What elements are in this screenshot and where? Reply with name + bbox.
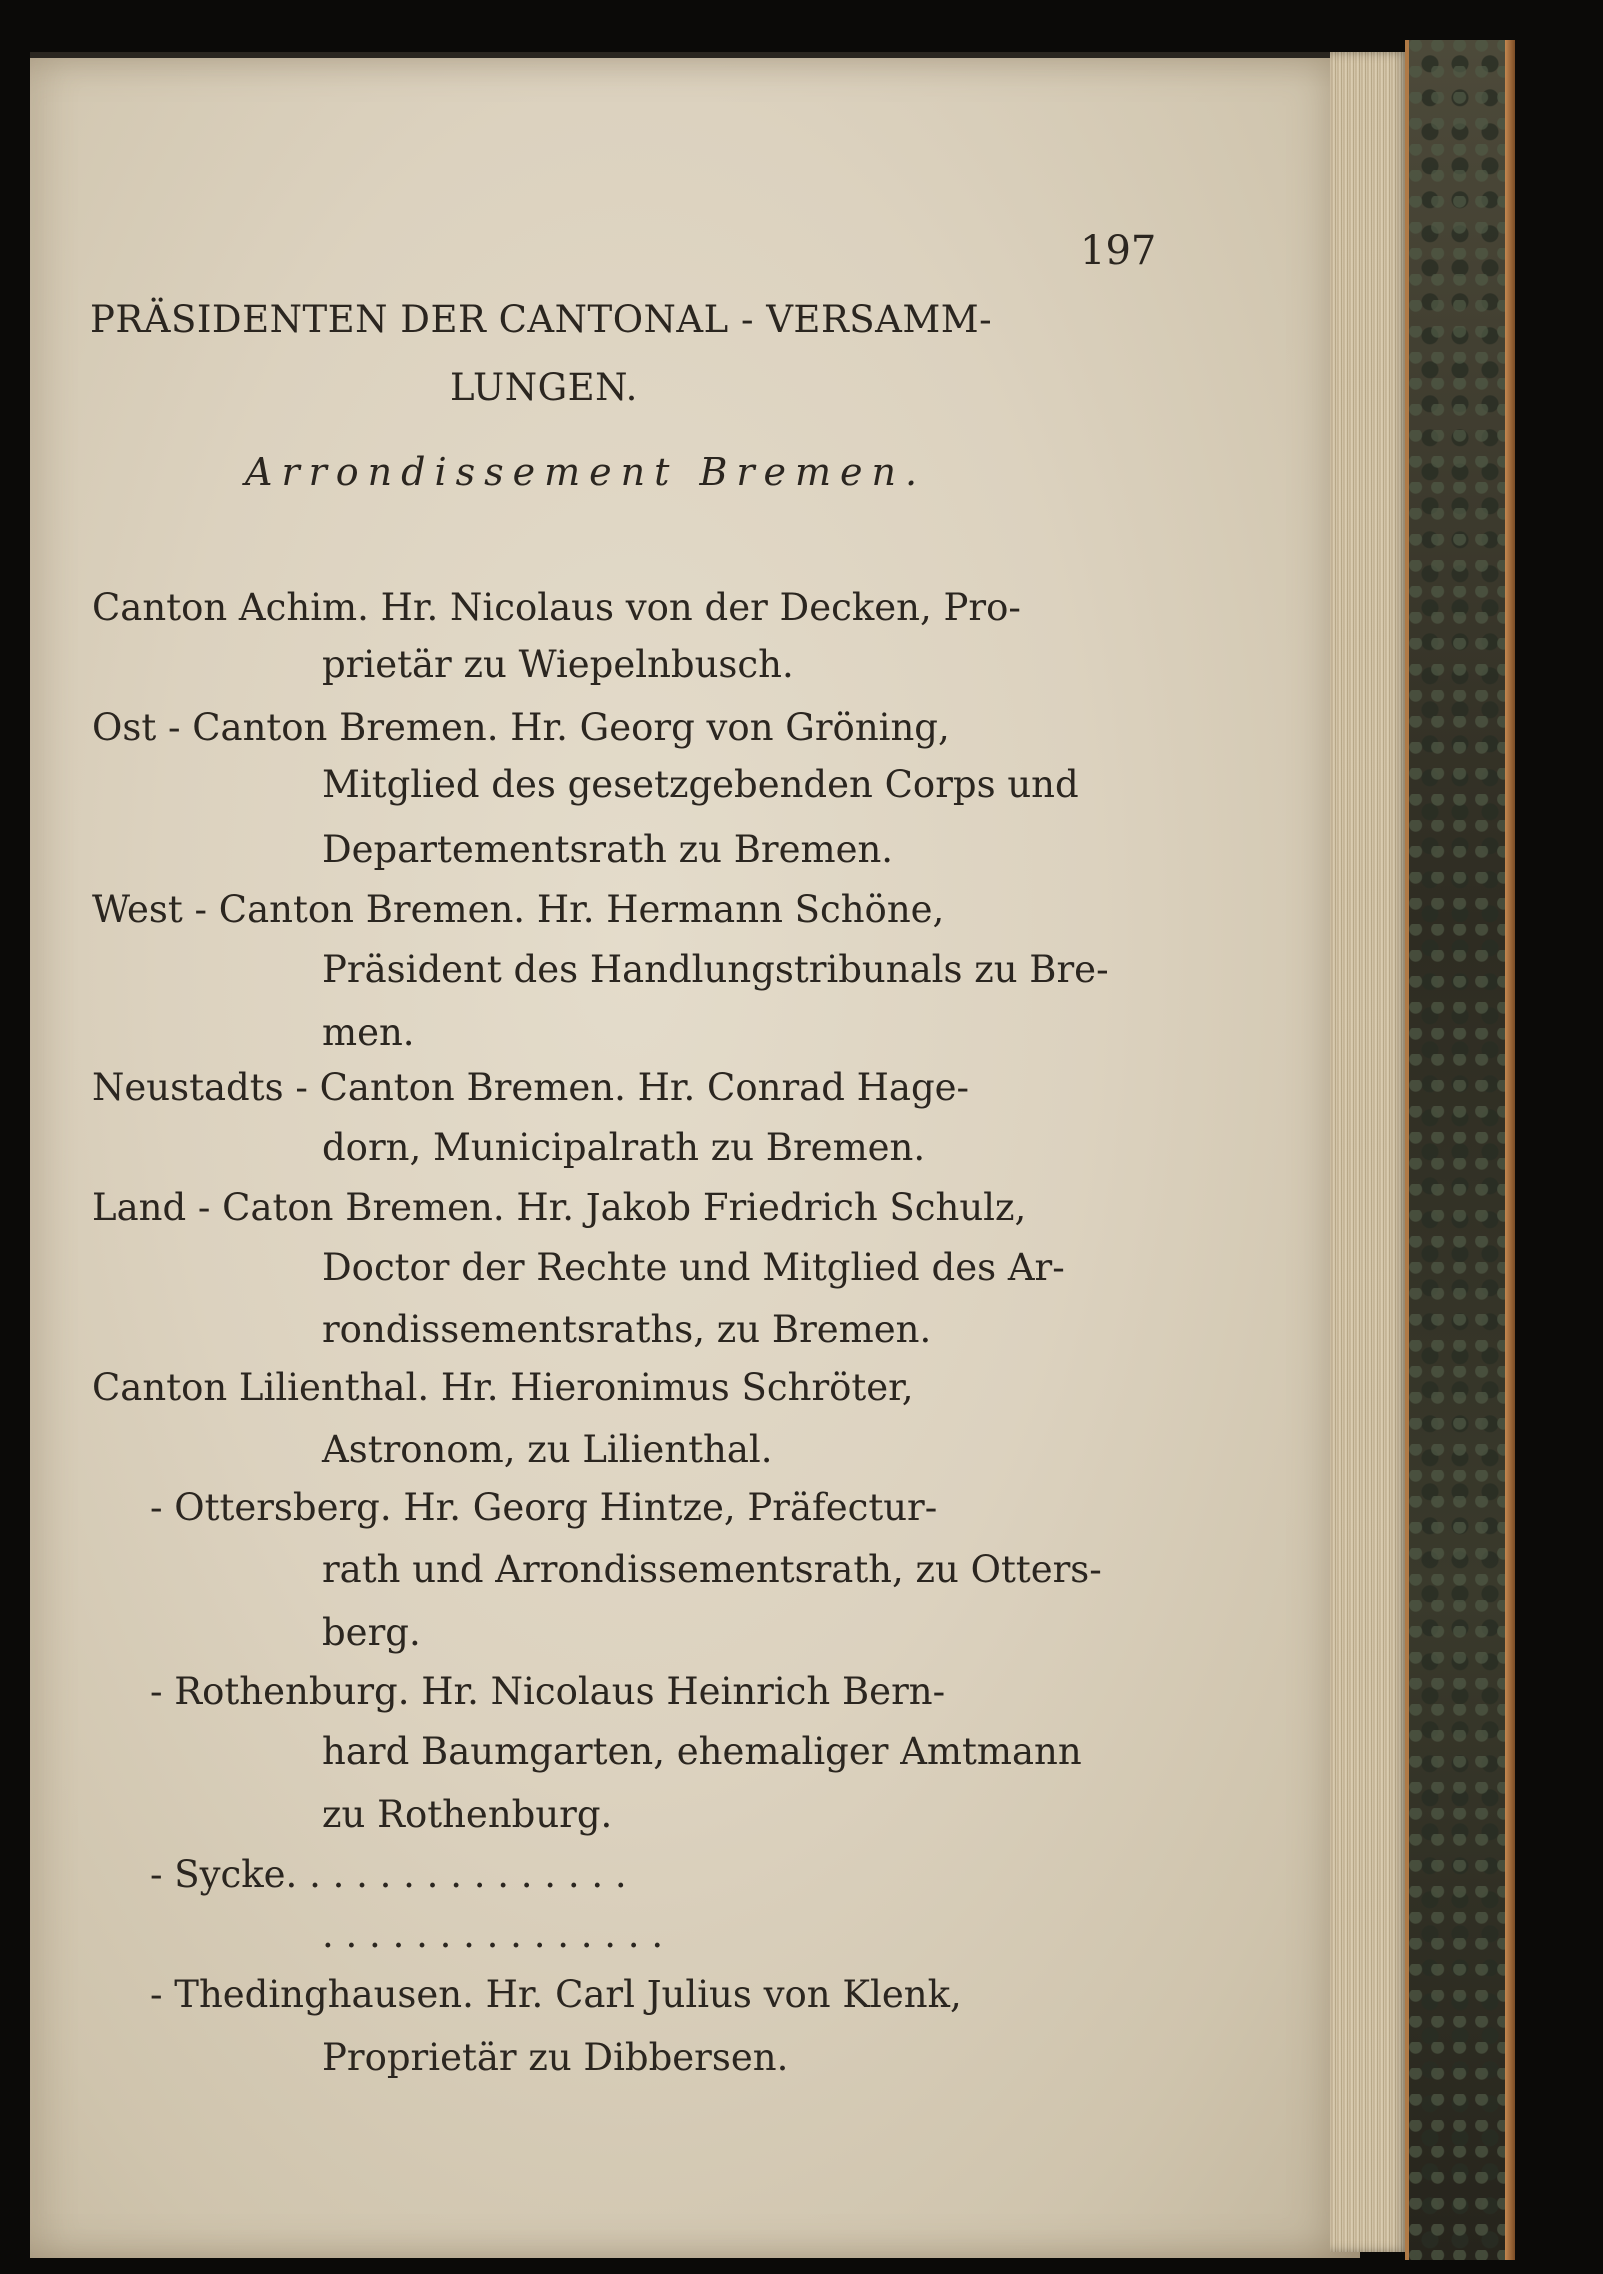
book-page xyxy=(30,52,1360,2258)
entry-line: Neustadts - Canton Bremen. Hr. Conrad Hage- xyxy=(92,1066,970,1109)
heading-line-2: LUNGEN. xyxy=(450,366,638,409)
entry-line: Proprietär zu Dibbersen. xyxy=(322,2036,789,2079)
entry-line: . . . . . . . . . . . . . . . xyxy=(322,1913,664,1956)
cover-edge xyxy=(1505,40,1515,2260)
entry-line: Mitglied des gesetzgebenden Corps und xyxy=(322,763,1079,806)
entry-line: Land - Caton Bremen. Hr. Jakob Friedrich Schulz, xyxy=(92,1186,1027,1229)
entry-line: Doctor der Rechte und Mitglied des Ar- xyxy=(322,1246,1065,1289)
marbled-cover xyxy=(1405,40,1513,2260)
entry-line: berg. xyxy=(322,1611,421,1654)
entry-line: rondissementsraths, zu Bremen. xyxy=(322,1308,932,1351)
subheading: Arrondissement Bremen. xyxy=(245,450,927,494)
entry-line: Astronom, zu Lilienthal. xyxy=(322,1428,773,1471)
page-text xyxy=(30,58,1360,2258)
entry-line: prietär zu Wiepelnbusch. xyxy=(322,643,794,686)
heading-line-1: PRÄSIDENTEN DER CANTONAL - VERSAMM- xyxy=(90,298,993,341)
entry-line: West - Canton Bremen. Hr. Hermann Schöne, xyxy=(92,888,945,931)
page-edges xyxy=(1330,52,1408,2252)
entry-line: men. xyxy=(322,1011,415,1054)
page-number: 197 xyxy=(1080,228,1157,274)
entry-line: - Ottersberg. Hr. Georg Hintze, Präfectur- xyxy=(150,1486,938,1529)
entry-line: zu Rothenburg. xyxy=(322,1793,613,1836)
entry-line: Präsident des Handlungstribunals zu Bre- xyxy=(322,948,1109,991)
entry-line: Departementsrath zu Bremen. xyxy=(322,828,894,871)
entry-line: Ost - Canton Bremen. Hr. Georg von Gröning, xyxy=(92,706,950,749)
entry-line: Canton Achim. Hr. Nicolaus von der Decken, Pro- xyxy=(92,586,1021,629)
entry-line: - Sycke. . . . . . . . . . . . . . . xyxy=(150,1853,627,1896)
entry-line: - Thedinghausen. Hr. Carl Julius von Klenk, xyxy=(150,1973,962,2016)
entry-line: Canton Lilienthal. Hr. Hieronimus Schröter, xyxy=(92,1366,914,1409)
entry-line: hard Baumgarten, ehemaliger Amtmann xyxy=(322,1730,1082,1773)
entry-line: rath und Arrondissementsrath, zu Otters- xyxy=(322,1548,1102,1591)
entry-line: - Rothenburg. Hr. Nicolaus Heinrich Bern- xyxy=(150,1670,946,1713)
entry-line: dorn, Municipalrath zu Bremen. xyxy=(322,1126,926,1169)
